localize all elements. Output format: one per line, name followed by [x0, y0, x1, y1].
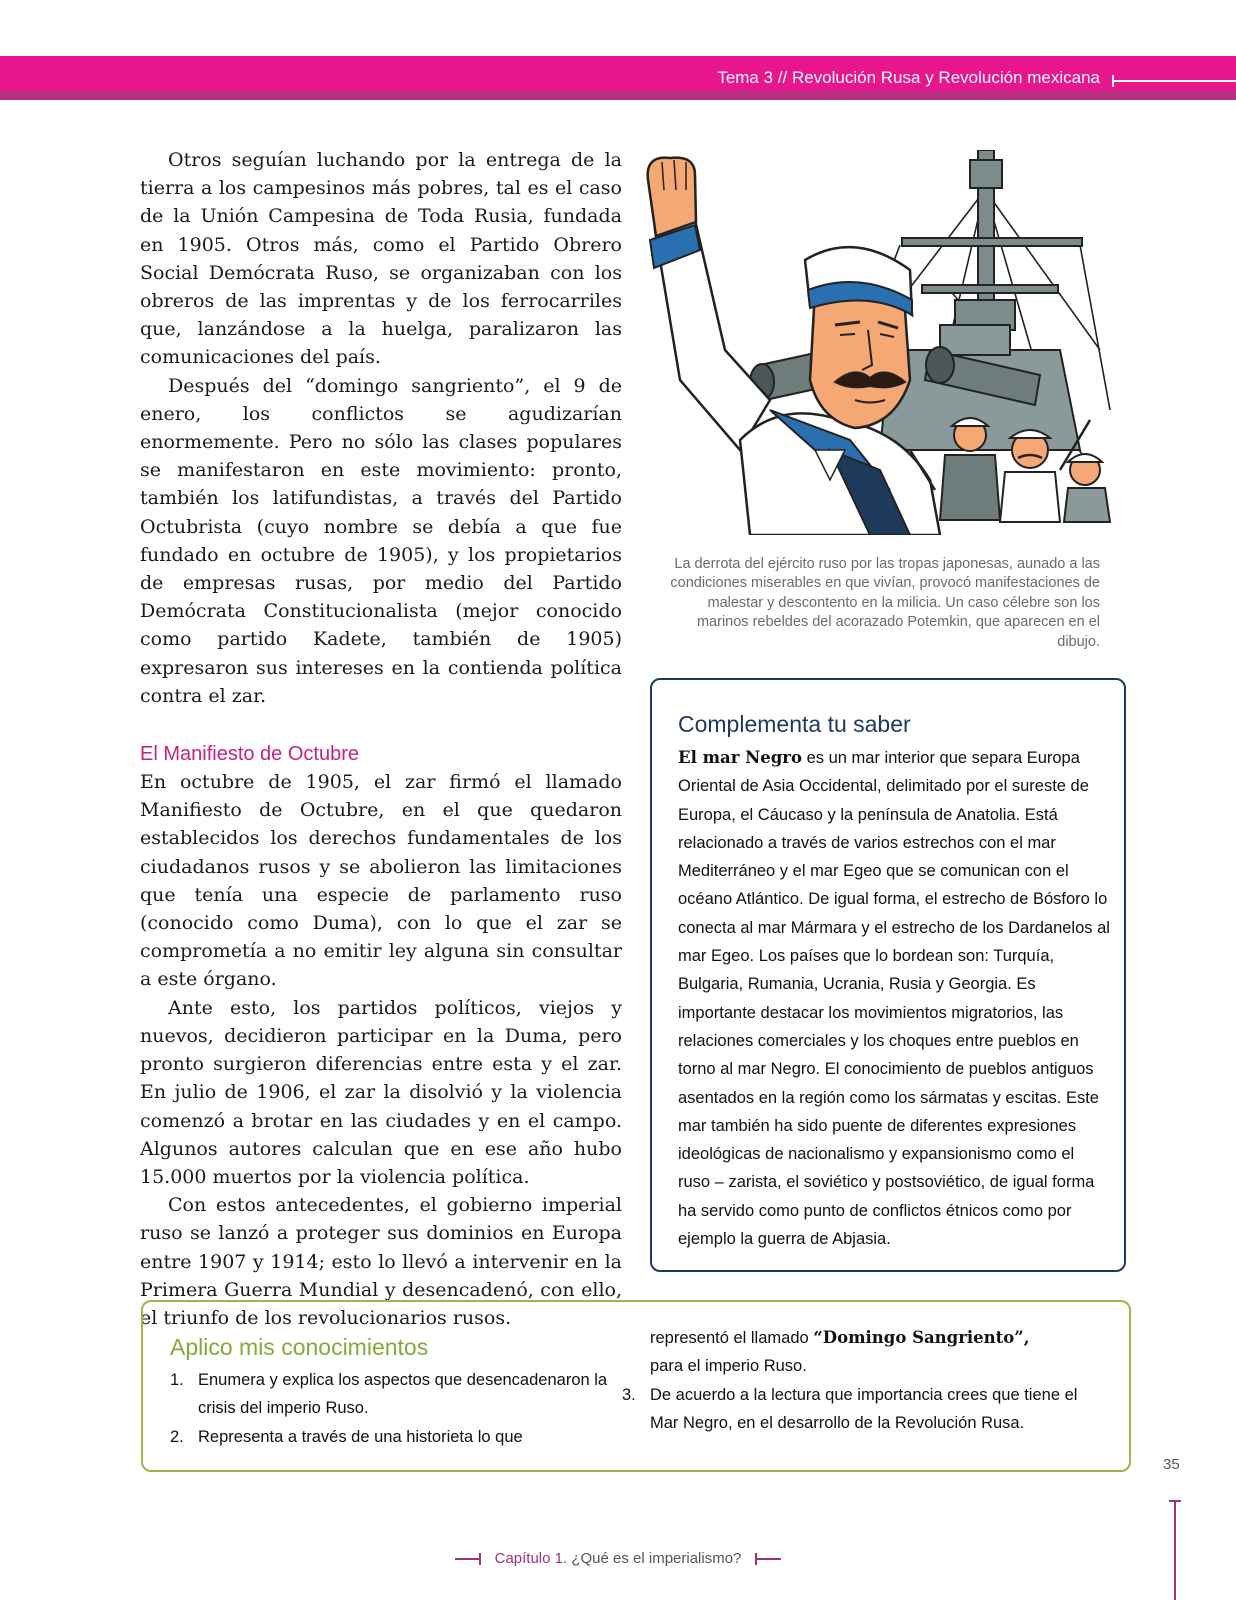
complementa-body: es un mar interior que separa Europa Oriental de Asia Occidental, delimitado por el sureste de Europa, el Cáucaso y la península de Anatolia. Está relacionado a través de varios estrechos con el mar Mediterráneo y el mar Egeo que se comunican con el océano Atlántico. De igual forma, el estrecho de Bósforo lo conecta al mar Mármara y el estrecho de los Dardanelos al mar Egeo. Los países que lo bordean son: Turquía, Bulgaria, Rumania, Ucrania, Rusia y Georgia. Es importante destacar los movimientos migratorios, las relaciones comerciales y los choques entre pueblos en torno al mar Negro. El conocimiento de pueblos antiguos asentados en la región como los sármatas y escitas. Este mar también ha sido puente de diferentes expresiones ideológicas de nacionalismo y expansionismo como el ruso – zarista, el soviético y postsoviético, de igual forma ha servido como punto de conflictos étnicos como por ejemplo la guerra de Abjasia.: [678, 749, 1110, 1249]
aplico-list-right: [622, 1324, 1116, 1437]
figure-caption: La derrota del ejército ruso por las tropas japonesas, aunado a las condiciones miserables en que vivían, provocó manifestaciones de malestar y descontento en la milicia. Un caso célebre son los marinos rebeldes del acorazado Potemkin, que aparecen en el dibujo.: [670, 556, 1100, 650]
page-number: 35: [1163, 1456, 1180, 1473]
list-item-text: Representa a través de una historieta lo que: [198, 1427, 523, 1446]
header-rule: [1112, 80, 1236, 82]
list-item: [170, 1366, 622, 1423]
domingo-sangriento-label: “Domingo Sangriento”,: [813, 1328, 1030, 1347]
complementa-lead: El mar Negro: [678, 748, 802, 767]
footer: [0, 1550, 1236, 1567]
list-item-number: 3.: [622, 1385, 636, 1404]
header-title: Tema 3 // Revolución Rusa y Revolución mexicana: [717, 68, 1100, 87]
paragraph: Con estos antecedentes, el gobierno imperial ruso se lanzó a proteger sus dominios en Europa entre 1907 y 1914; esto lo llevó a intervenir en la Primera Guerra Mundial y desencadenó, con ello, el triunfo de los revolucionarios rusos.: [140, 1194, 622, 1329]
paragraph: Después del “domingo sangriento”, el 9 de enero, los conflictos se agudizarían enormemente. Pero no sólo las clases populares se manifestaron en este movimiento: pronto, también los latifundistas, a través del Partido Octubrista (cuyo nombre se debía a que fue fundado en octubre de 1905), y los propietarios de empresas rusas, por medio del Partido Demócrata Constitucionalista (mejor conocido como partido Kadete, también de 1905) expresaron sus intereses en la contienda política contra el zar.: [140, 374, 622, 707]
footer-title: ¿Qué es el imperialismo?: [571, 1550, 742, 1567]
list-item: [622, 1381, 1088, 1438]
list-item-text: Enumera y explica los aspectos que desencadenaron la crisis del imperio Ruso.: [198, 1371, 608, 1418]
list-item-continuation-2: para el imperio Ruso.: [650, 1357, 807, 1376]
complementa-title: Complementa tu saber: [678, 711, 911, 737]
aplico-list-left: [170, 1366, 622, 1451]
section-heading: El Manifiesto de Octubre: [140, 743, 359, 766]
footer-dash: [455, 1558, 481, 1560]
list-item: [170, 1423, 622, 1451]
list-item-text: representó el llamado: [650, 1329, 814, 1347]
complementa-text: [678, 744, 1110, 1253]
paragraph: En octubre de 1905, el zar firmó el llamado Manifiesto de Octubre, en el que quedaron establecidos los derechos fundamentales de los ciudadanos rusos y se abolieron las limitaciones que tenía una especie de parlamento ruso (conocido como Duma), con lo que el zar se comprometía a no emitir ley alguna sin consultar a este órgano.: [140, 771, 622, 991]
footer-dash: [755, 1558, 781, 1560]
footer-chapter: Capítulo 1.: [494, 1550, 568, 1567]
sailor-illustration: [640, 150, 1120, 535]
list-item-text: De acuerdo a la lectura que importancia crees que tiene el Mar Negro, en el desarrollo de la Revolución Rusa.: [650, 1385, 1078, 1432]
paragraph: Ante esto, los partidos políticos, viejos y nuevos, decidieron participar en la Duma, pero pronto surgieron diferencias entre esta y el zar. En julio de 1906, el zar la disolvió y la violencia comenzó a brotar en las ciudades y en el campo. Algunos autores calculan que en ese año hubo 15.000 muertos por la violencia política.: [140, 996, 622, 1188]
aplico-title: Aplico mis conocimientos: [170, 1334, 429, 1360]
list-item-number: 1.: [170, 1371, 184, 1389]
list-item-continuation: [650, 1324, 1116, 1352]
list-item-number: 2.: [170, 1427, 184, 1446]
main-text-column: [140, 146, 622, 1332]
paragraph: Otros seguían luchando por la entrega de la tierra a los campesinos más pobres, tal es el caso de la Unión Campesina de Toda Rusia, fundada en 1905. Otros más, como el Partido Obrero Social Demócrata Ruso, se organizaban con los obreros de las imprentas y de los ferrocarriles que, lanzándose a la huelga, paralizaron las comunicaciones del país.: [140, 149, 622, 369]
